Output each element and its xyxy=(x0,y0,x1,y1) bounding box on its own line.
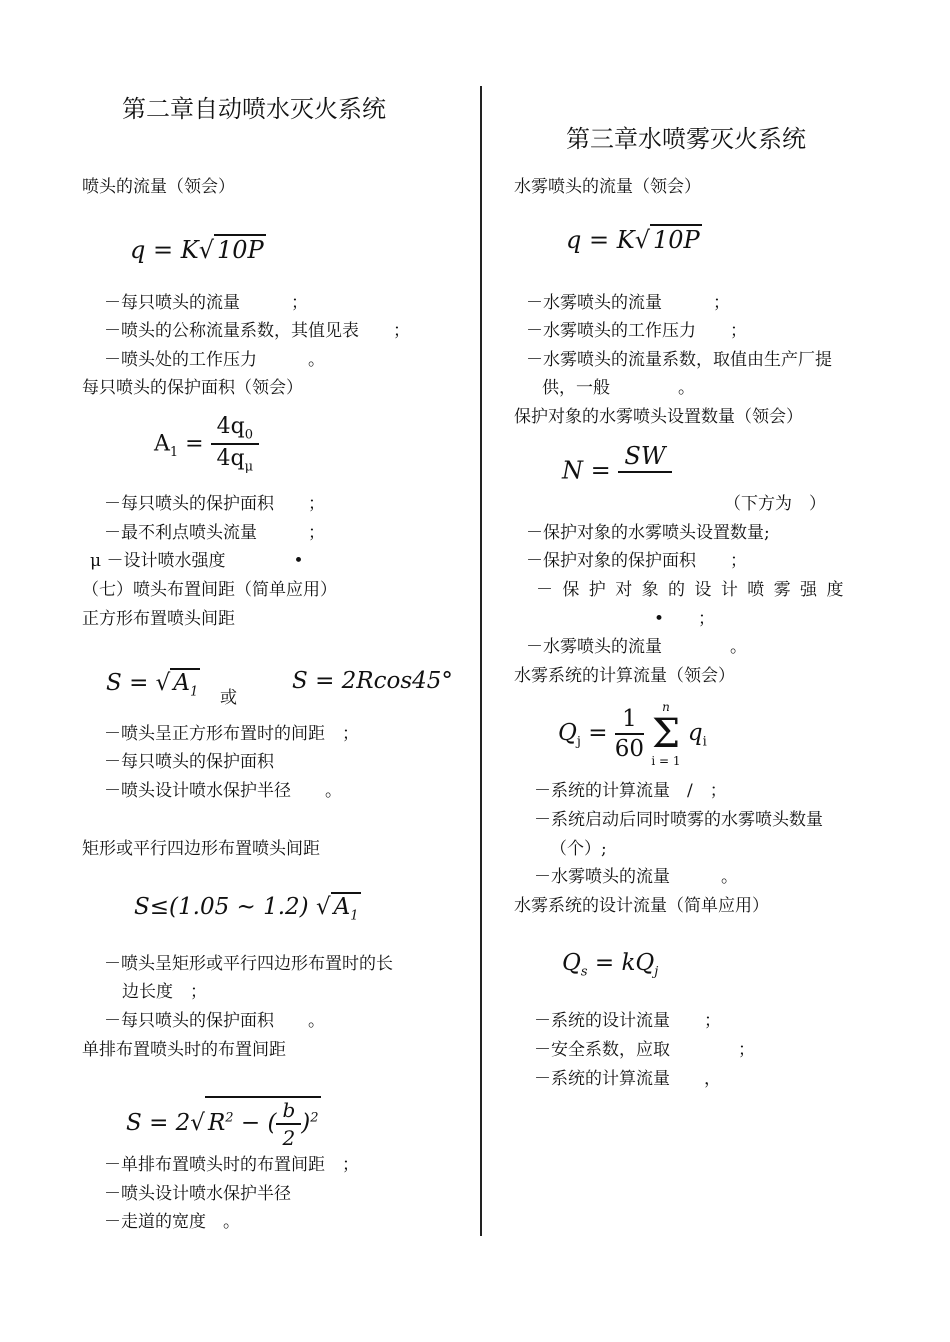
formula-square-spacing: S = √ $A_1$ xyxy=(106,670,199,700)
sigma-icon: Σ xyxy=(651,711,681,757)
list-item: －水雾喷头的流量系数，取值由生产厂提 xyxy=(526,350,832,370)
list-item: －系统的计算流量 / ； xyxy=(534,781,727,801)
formula-rect-spacing: S≤(1.05 ~ 1.2) √ $A_1$ xyxy=(134,894,359,924)
formula-sprinkler-flow: q = K√ 10P xyxy=(130,236,264,264)
list-item: －喷头的公称流量系数，其值见表 ； xyxy=(104,321,410,341)
subsection-square-layout: 正方形布置喷头间距 xyxy=(82,609,235,629)
formula-design-flow: $Q_s = kQ_j$ xyxy=(562,950,659,980)
section-nozzle-count: 保护对象的水雾喷头设置数量（领会） xyxy=(514,407,803,427)
subsection-rect-layout: 矩形或平行四边形布置喷头间距 xyxy=(82,839,320,859)
list-item: －每只喷头的流量 ； xyxy=(104,293,308,313)
list-item: －每只喷头的保护面积 。 xyxy=(104,1011,325,1031)
column-divider xyxy=(480,86,482,1236)
list-item: －水雾喷头的流量 。 xyxy=(526,637,747,657)
formula-protection-area: $A_1$ = $\frac{4q_0}{4q_\mu}$ xyxy=(154,414,259,475)
section-spacing: （七）喷头布置间距（简单应用） xyxy=(82,580,337,600)
formula-single-row: S = 2√ $R^2$ − ( $\frac{b}{2}$ )$^2$ xyxy=(126,1098,319,1150)
formula-mist-nozzle-flow: q = K√ 10P xyxy=(566,226,700,254)
list-item: －喷头设计喷水保护半径 xyxy=(104,1184,291,1204)
list-item: －每只喷头的保护面积 ； xyxy=(104,494,325,514)
list-item: －喷头呈正方形布置时的间距 ； xyxy=(104,724,359,744)
chapter-2-title: 第二章自动喷水灭火系统 xyxy=(122,95,386,123)
list-item-continuation: • ； xyxy=(654,609,716,629)
list-item: －喷头设计喷水保护半径 。 xyxy=(104,781,342,801)
list-item: －安全系数，应取 ； xyxy=(534,1040,755,1060)
list-item-continuation: 供，一般 。 xyxy=(542,378,695,398)
list-item: －走道的宽度 。 xyxy=(104,1212,240,1232)
list-item: － 保 护 对 象 的 设 计 喷 雾 强 度 xyxy=(536,580,846,600)
list-item: －喷头呈矩形或平行四边形布置时的长 xyxy=(104,954,393,974)
list-item-continuation: （个）; xyxy=(550,839,607,859)
list-item: －水雾喷头的工作压力 ； xyxy=(526,321,747,341)
list-item: －喷头处的工作压力 。 xyxy=(104,350,325,370)
chapter-3-title: 第三章水喷雾灭火系统 xyxy=(566,125,806,153)
list-item: －水雾喷头的流量 ； xyxy=(526,293,730,313)
list-item: －保护对象的保护面积 ； xyxy=(526,551,747,571)
list-item: －单排布置喷头时的布置间距 ； xyxy=(104,1155,359,1175)
list-item-continuation: 边长度 ； xyxy=(122,982,207,1002)
list-item: －保护对象的水雾喷头设置数量; xyxy=(526,523,770,543)
list-item: －每只喷头的保护面积 xyxy=(104,752,274,772)
list-item: －水雾喷头的流量 。 xyxy=(534,867,738,887)
formula-square-spacing-alt: S = 2Rcos45° xyxy=(292,668,453,694)
section-protection-area: 每只喷头的保护面积（领会） xyxy=(82,378,303,398)
or-label: 或 xyxy=(220,688,237,708)
formula-nozzle-count: N = SW xyxy=(562,442,672,502)
section-sprinkler-flow: 喷头的流量（领会） xyxy=(82,177,235,197)
section-design-flow: 水雾系统的设计流量（简单应用） xyxy=(514,896,769,916)
formula-calc-flow: $Q_j$ = $\frac{1}{60}$ n Σ i = 1 $q_i$ xyxy=(558,700,707,768)
subsection-single-row: 单排布置喷头时的布置间距 xyxy=(82,1040,286,1060)
formula-note: （下方为 ） xyxy=(724,494,826,514)
section-calc-flow: 水雾系统的计算流量（领会） xyxy=(514,666,735,686)
list-item: －系统启动后同时喷雾的水雾喷头数量 xyxy=(534,810,823,830)
list-item: μ －设计喷水强度 • xyxy=(90,551,304,571)
list-item: －系统的设计流量 ； xyxy=(534,1011,721,1031)
list-item: －系统的计算流量 ， xyxy=(534,1069,721,1089)
section-mist-nozzle-flow: 水雾喷头的流量（领会） xyxy=(514,177,701,197)
list-item: －最不利点喷头流量 ； xyxy=(104,523,325,543)
